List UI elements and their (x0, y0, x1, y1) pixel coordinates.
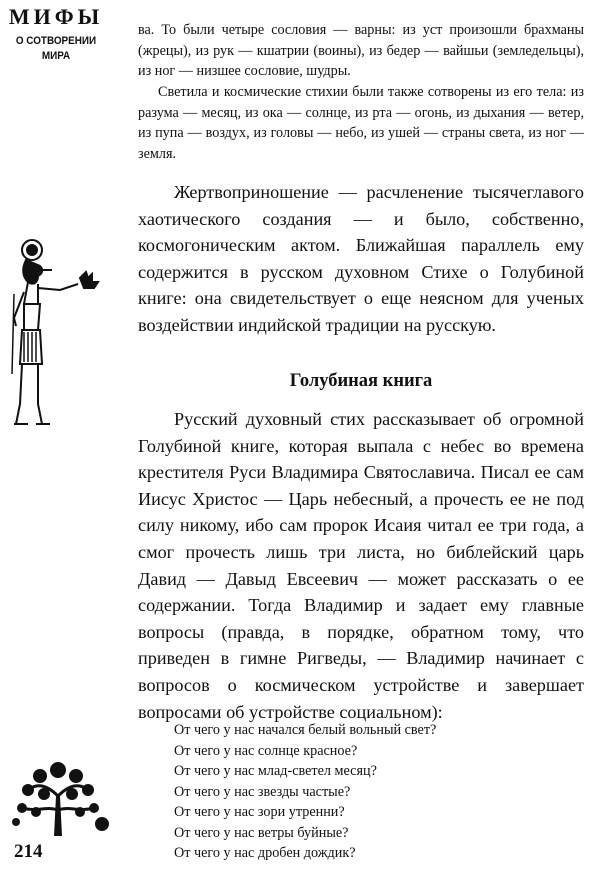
section-heading: Голубиная книга (289, 371, 433, 391)
verse-line: От чего у нас солнце красное? (174, 742, 358, 759)
paragraph-elements (138, 82, 584, 164)
sidebar (0, 0, 118, 874)
verse-line: От чего у нас млад-светел месяц? (174, 763, 377, 779)
section-title: МИФЫ (8, 4, 104, 29)
verse-list (174, 720, 574, 864)
egyptian-deity-illustration (8, 234, 108, 430)
section-subtitle-line1: О СОТВОРЕНИИ (15, 35, 97, 47)
verse-line: От чего у нас начался белый вольный свет? (174, 722, 437, 738)
section-subtitle-line2: МИРА (41, 50, 71, 62)
page-number: 214 (14, 841, 43, 862)
section-subtitle (11, 34, 101, 64)
verse-line: От чего у нас зори утренни? (174, 804, 345, 820)
verse-line: От чего у нас дробен дождик? (174, 845, 356, 861)
paragraph-elements-text: Светила и космические стихии были также сотворены из его тела: из разума — месяц, из ока — солнце, из рта — огонь, из дыхания — ветер, из пупа — воздух, из головы — небо, из ушей — страны света, из ног — земля. (138, 84, 584, 162)
verse-line: От чего у нас звезды частые? (174, 783, 351, 800)
paragraph-varnas: ва. То были четыре сословия — варны: из уст произошли брахманы (жрецы), из рук — кшатрии (воины), из бедер — вайшьи (земледельцы), из ног — низшее сословие, шудры. (138, 22, 584, 80)
tree-illustration (8, 756, 112, 836)
paragraph-sacrifice: Жертвоприношение — расчленение тысячеглавого хаотического создания — и было, собственно, космогоническим актом. Ближайшая параллель ему содержится в русском духовном Стихе о Голубиной книге: она свидетельствует о еще неясном для ученых воздействии индийской традиции на русскую. (138, 182, 584, 335)
paragraph-story: Русский духовный стих рассказывает об огромной Голубиной книге, которая выпала с небес во времена крестителя Руси Владимира Святославича. Писал ее сам Иисус Христос — Царь небесный, а прочесть ее не под силу никому, ибо сам пророк Исаия читал ее три года, а смог прочесть лишь три листа, но библейский царь Давид — Давыд Евсеевич — может рассказать о ее содержании. Тогда Владимир и задает ему главные вопросы (правда, в порядке, обратном тому, что приведен в гимне Ригведы, — Владимир начинает с вопросов о космическом устройстве и завершает вопросами об устройстве социальном): (138, 409, 584, 722)
verse-line: От чего у нас ветры буйные? (174, 824, 349, 841)
